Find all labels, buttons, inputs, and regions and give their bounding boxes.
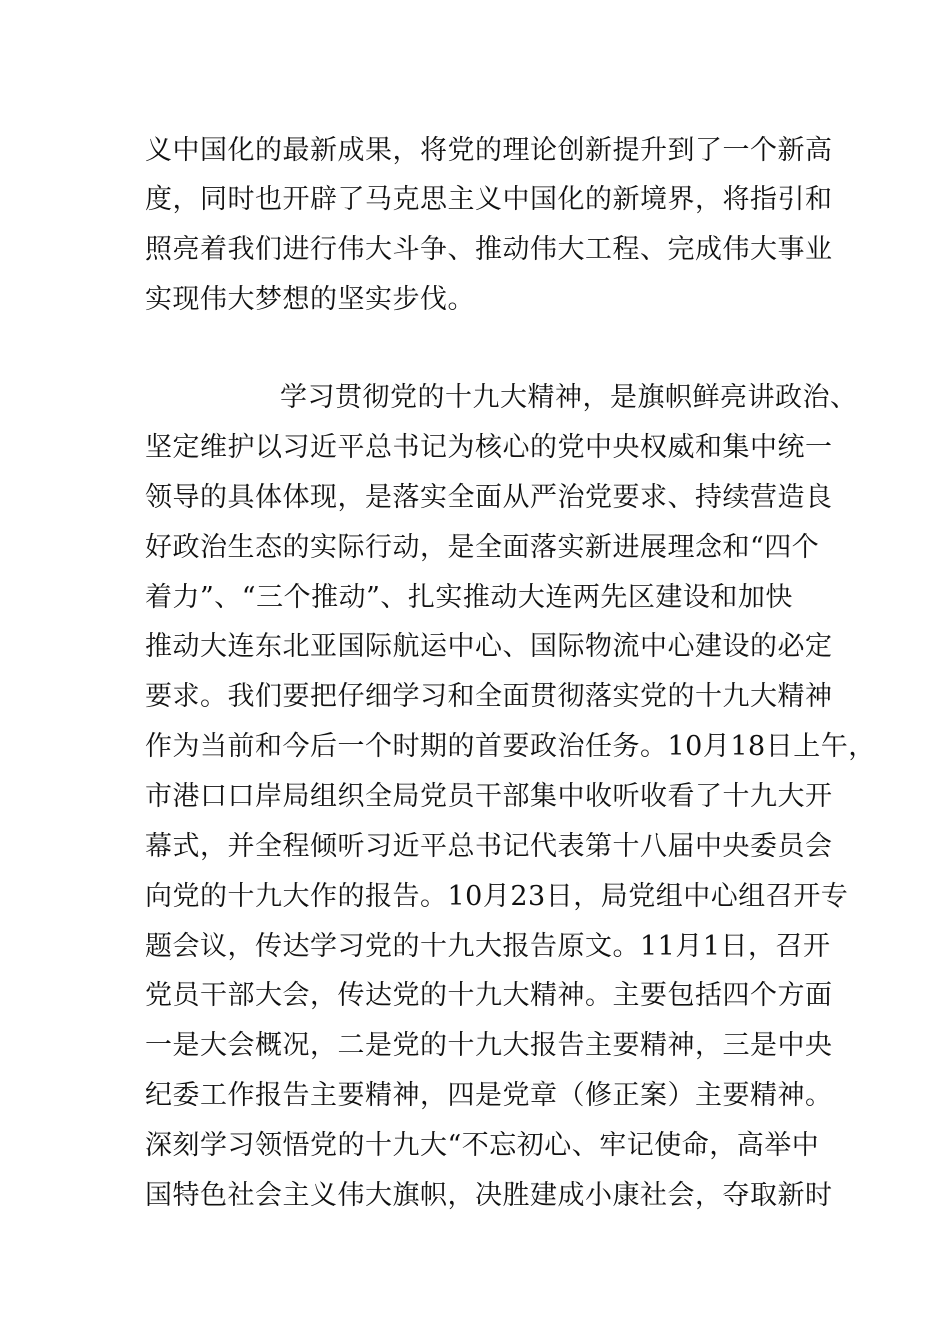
paragraph-2-line-16: 深刻学习领悟党的十九大“不忘初心、牢记使命，高举中 [145,1130,820,1161]
paragraph-2-line-5: 着力”、“三个推动”、扎实推动大连两先区建设和加快 [145,582,793,613]
paragraph-2-line-15: 纪委工作报告主要精神，四是党章（修正案）主要精神。 [145,1080,833,1111]
paragraph-1-line-2: 度，同时也开辟了马克思主义中国化的新境界，将指引和 [145,184,833,215]
paragraph-2-line-10: 幕式，并全程倾听习近平总书记代表第十八届中央委员会 [145,831,833,862]
paragraph-1-line-3: 照亮着我们进行伟大斗争、推动伟大工程、完成伟大事业 [145,234,833,265]
paragraph-2-line-8: 作为当前和今后一个时期的首要政治任务。10月18日上午， [145,731,876,762]
paragraph-2-line-14: 一是大会概况，二是党的十九大报告主要精神，三是中央 [145,1030,833,1061]
paragraph-2-line-12: 题会议，传达学习党的十九大报告原文。11月1日，召开 [145,931,831,962]
paragraph-1-line-4: 实现伟大梦想的坚实步伐。 [145,284,475,315]
paragraph-2-line-11: 向党的十九大作的报告。10月23日，局党组中心组召开专 [145,881,849,912]
paragraph-2-line-4: 好政治生态的实际行动，是全面落实新进展理念和“四个 [145,532,820,563]
paragraph-2-line-3: 领导的具体体现，是落实全面从严治党要求、持续营造良 [145,482,833,513]
paragraph-2-line-1: 学习贯彻党的十九大精神，是旗帜鲜亮讲政治、 [280,382,858,413]
paragraph-2-line-17: 国特色社会主义伟大旗帜，决胜建成小康社会，夺取新时 [145,1180,833,1211]
paragraph-2-line-6: 推动大连东北亚国际航运中心、国际物流中心建设的必定 [145,631,833,662]
paragraph-2-line-13: 党员干部大会，传达党的十九大精神。主要包括四个方面 [145,980,833,1011]
paragraph-2-line-7: 要求。我们要把仔细学习和全面贯彻落实党的十九大精神 [145,681,833,712]
paragraph-2-line-9: 市港口口岸局组织全局党员干部集中收听收看了十九大开 [145,781,833,812]
paragraph-1-line-1: 义中国化的最新成果，将党的理论创新提升到了一个新高 [145,135,833,166]
paragraph-2-line-2: 坚定维护以习近平总书记为核心的党中央权威和集中统一 [145,432,833,463]
